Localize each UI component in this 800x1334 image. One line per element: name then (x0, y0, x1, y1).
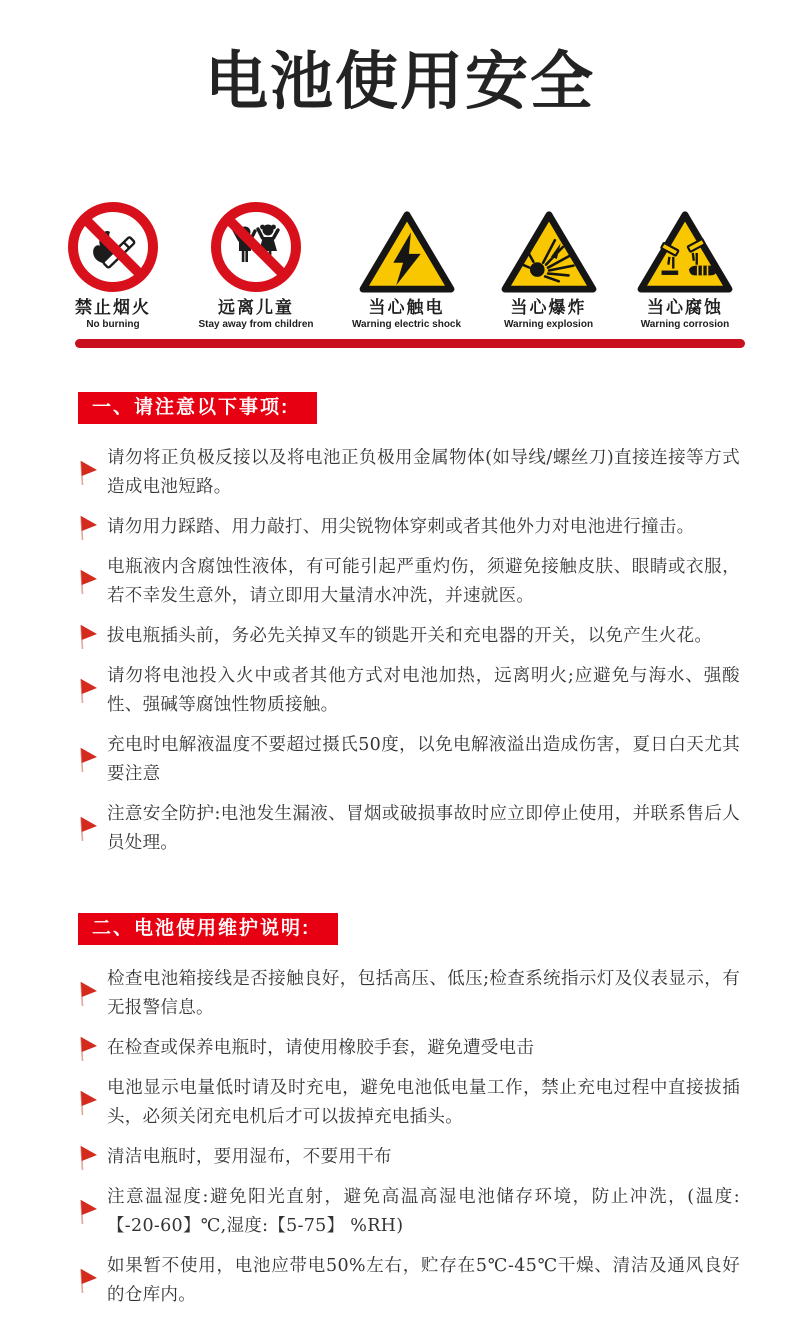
safety-item-text: 请勿将正负极反接以及将电池正负极用金属物体(如导线/螺丝刀)直接连接等方式造成电池短路。 (107, 448, 740, 497)
flag-bullet-icon (78, 815, 98, 843)
list-item (78, 444, 740, 502)
sign-electric-shock (352, 208, 461, 331)
safety-item-text: 请勿用力踩踏、用力敲打、用尖锐物体穿刺或者其他外力对电池进行撞击。 (107, 517, 695, 537)
corrosion-icon (636, 208, 734, 294)
flag-bullet-icon (78, 1198, 98, 1226)
flag-bullet-icon (78, 1089, 98, 1117)
safety-item-text: 注意温湿度:避免阳光直射，避免高温高湿电池储存环境，防止冲洗，(温度:【-20-60】℃,湿度:【5-75】 %RH) (107, 1187, 740, 1236)
list-item (78, 662, 740, 720)
flag-bullet-icon (78, 1035, 98, 1063)
section-2-header: 二、电池使用维护说明: (78, 913, 338, 945)
sign-label-zh: 当心腐蚀 (646, 298, 723, 317)
safety-item-text: 请勿将电池投入火中或者其他方式对电池加热，远离明火;应避免与海水、强酸性、强碱等腐蚀性物质接触。 (107, 666, 740, 715)
flag-bullet-icon (78, 980, 98, 1008)
safety-item-text: 检查电池箱接线是否接触良好，包括高压、低压;检查系统指示灯及仪表显示，有无报警信息。 (107, 969, 740, 1018)
flag-bullet-icon (78, 1144, 98, 1172)
flag-bullet-icon (78, 1267, 98, 1295)
flag-bullet-icon (78, 677, 98, 705)
list-item (78, 731, 740, 789)
list-item (78, 553, 740, 611)
sign-keep-away-children (198, 200, 313, 331)
safety-item-text: 清洁电瓶时，要用湿布，不要用干布 (107, 1147, 392, 1167)
safety-item-text: 如果暂不使用，电池应带电50%左右，贮存在5℃-45℃干燥、清洁及通风良好的仓库内。 (107, 1256, 740, 1305)
sign-label-en: No burning (86, 319, 140, 330)
sign-label-en: Warning explosion (503, 319, 594, 330)
sign-explosion (500, 208, 598, 331)
list-item (78, 1143, 740, 1172)
flag-bullet-icon (78, 568, 98, 596)
safety-item-text: 拔电瓶插头前，务必先关掉叉车的锁匙开关和充电器的开关，以免产生火花。 (107, 626, 713, 646)
sign-no-burning (66, 200, 160, 331)
safety-item-text: 电瓶液内含腐蚀性液体，有可能引起严重灼伤，须避免接触皮肤、眼睛或衣服，若不幸发生意外，请立即用大量清水冲洗，并速就医。 (107, 557, 740, 606)
content-area (0, 348, 800, 1310)
list-item (78, 513, 740, 542)
children-prohibition-icon (209, 200, 303, 294)
sign-label-zh: 当心爆炸 (510, 298, 587, 317)
page-title: 电池使用安全 (205, 45, 595, 118)
safety-item-text: 电池显示电量低时请及时充电，避免电池低电量工作，禁止充电过程中直接拔插头，必须关闭充电机后才可以拔掉充电插头。 (107, 1078, 740, 1127)
red-divider-rule (75, 339, 745, 348)
flag-bullet-icon (78, 514, 98, 542)
warning-signs-row (66, 200, 734, 331)
flag-bullet-icon (78, 459, 98, 487)
explosion-icon (500, 208, 598, 294)
section-1-header: 一、请注意以下事项: (78, 392, 317, 424)
sign-label-en: Stay away from children (198, 319, 314, 330)
sign-label-zh: 当心触电 (368, 298, 445, 317)
battery-safety-poster (0, 34, 800, 1334)
electric-shock-icon (358, 208, 456, 294)
list-item (78, 1252, 740, 1310)
sign-corrosion (636, 208, 734, 331)
section-1-list (78, 444, 740, 858)
list-item (78, 965, 740, 1023)
sign-label-en: Warning corrosion (640, 319, 730, 330)
safety-item-text: 注意安全防护:电池发生漏液、冒烟或破损事故时应立即停止使用，并联系售后人员处理。 (107, 804, 740, 853)
safety-item-text: 充电时电解液温度不要超过摄氏50度，以免电解液溢出造成伤害，夏日白天尤其要注意 (107, 735, 740, 784)
flag-bullet-icon (78, 746, 98, 774)
sign-label-zh: 远离儿童 (217, 298, 294, 317)
list-item (78, 1183, 740, 1241)
list-item (78, 800, 740, 858)
list-item (78, 1034, 740, 1063)
section-2-list (78, 965, 740, 1310)
list-item (78, 1074, 740, 1132)
list-item (78, 622, 740, 651)
flag-bullet-icon (78, 623, 98, 651)
safety-item-text: 在检查或保养电瓶时，请使用橡胶手套，避免遭受电击 (107, 1038, 535, 1058)
sign-label-en: Warning electric shock (351, 319, 462, 330)
sign-label-zh: 禁止烟火 (75, 298, 151, 317)
no-burning-icon (66, 200, 160, 294)
